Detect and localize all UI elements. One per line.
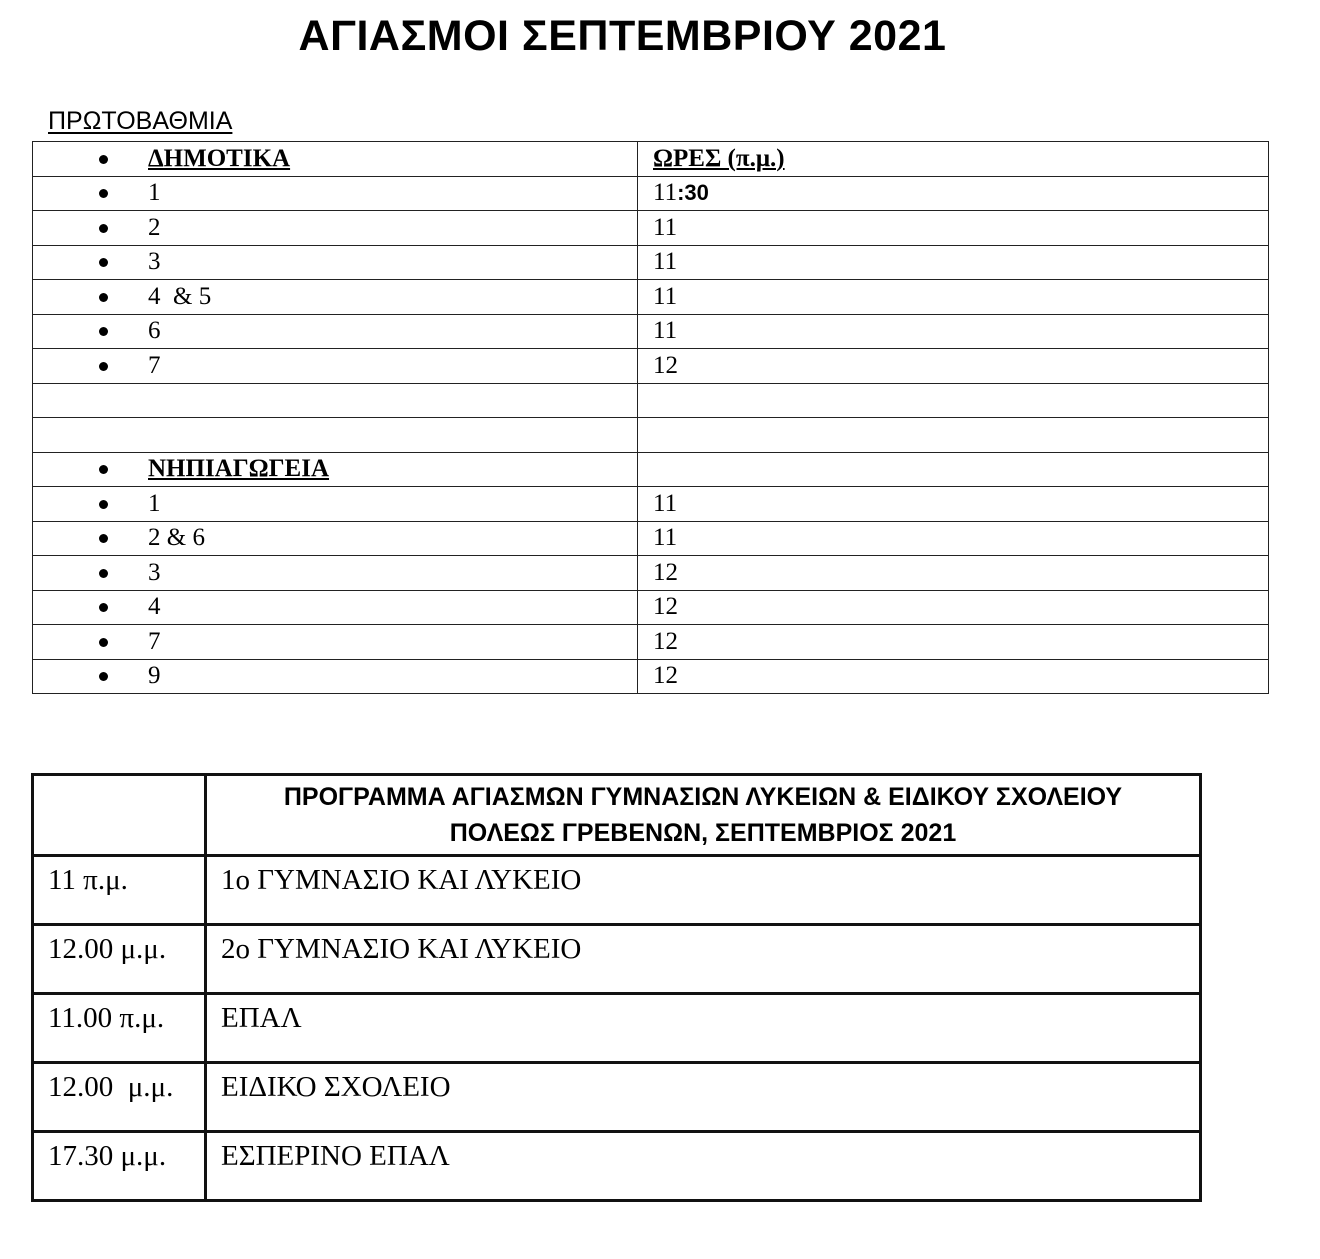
school-name: 1ο ΓΥΜΝΑΣΙΟ ΚΑΙ ΛΥΚΕΙΟ xyxy=(221,864,582,896)
bullet-icon xyxy=(99,500,108,509)
table-heading-line-1: ΠΡΟΓΡΑΜΜΑ ΑΓΙΑΣΜΩΝ ΓΥΜΝΑΣΙΩΝ ΛΥΚΕΙΩΝ & ΕΙΔΙΚΟΥ ΣΧΟΛΕΙΟΥ xyxy=(283,783,1123,811)
table-row xyxy=(33,176,1269,211)
school-number: 3 xyxy=(148,558,161,586)
school-number: 7 xyxy=(148,351,161,379)
school-number: 6 xyxy=(148,317,161,345)
time-value: 11 xyxy=(653,524,678,552)
bullet-icon xyxy=(99,465,108,474)
table-row xyxy=(33,418,1269,453)
table-row xyxy=(33,659,1269,694)
category-heading: ΝΗΠΙΑΓΩΓΕΙΑ xyxy=(148,455,330,483)
school-number: 2 & 6 xyxy=(148,524,205,552)
time-cell xyxy=(33,1132,206,1201)
school-number: 9 xyxy=(148,662,161,690)
table-row xyxy=(33,245,1269,280)
school-cell xyxy=(33,487,638,522)
table-row xyxy=(33,314,1269,349)
time-value: 11 xyxy=(653,489,678,517)
school-name: ΕΠΑΛ xyxy=(221,1002,302,1034)
time-cell xyxy=(638,625,1269,660)
hours-heading: ΩΡΕΣ (π.μ.) xyxy=(653,144,785,172)
time-cell xyxy=(638,418,1269,453)
time-cell xyxy=(638,349,1269,384)
table-row xyxy=(33,211,1269,246)
time-cell xyxy=(33,994,206,1063)
school-number: 3 xyxy=(148,248,161,276)
school-cell xyxy=(206,925,1201,994)
school-cell xyxy=(206,856,1201,925)
time-cell xyxy=(638,280,1269,315)
school-name: ΕΙΔΙΚΟ ΣΧΟΛΕΙΟ xyxy=(221,1071,451,1103)
table-row xyxy=(33,487,1269,522)
bullet-icon xyxy=(99,638,108,647)
time-value: 12 xyxy=(653,558,678,586)
school-cell xyxy=(33,590,638,625)
time-cell xyxy=(638,245,1269,280)
table-row xyxy=(33,556,1269,591)
time-cell xyxy=(638,659,1269,694)
time-cell xyxy=(638,521,1269,556)
time-value: 11 xyxy=(653,248,678,276)
time-value: 12.00 μ.μ. xyxy=(48,1071,174,1103)
secondary-schedule-table xyxy=(31,773,1202,1202)
table-heading xyxy=(206,775,1201,856)
table-row xyxy=(33,383,1269,418)
bullet-icon xyxy=(99,293,108,302)
bullet-icon xyxy=(99,224,108,233)
school-cell xyxy=(33,349,638,384)
school-cell xyxy=(33,383,638,418)
table-row xyxy=(33,280,1269,315)
time-cell xyxy=(638,556,1269,591)
time-value: 11 xyxy=(653,282,678,310)
time-cell xyxy=(638,314,1269,349)
table-row xyxy=(33,521,1269,556)
school-cell xyxy=(206,1063,1201,1132)
school-cell xyxy=(33,211,638,246)
bullet-icon xyxy=(99,258,108,267)
time-value: 12 xyxy=(653,351,678,379)
school-cell xyxy=(33,142,638,177)
time-cell xyxy=(638,590,1269,625)
bullet-icon xyxy=(99,189,108,198)
time-cell xyxy=(638,176,1269,211)
time-cell xyxy=(33,925,206,994)
time-value: 12 xyxy=(653,627,678,655)
time-cell xyxy=(638,487,1269,522)
table-row xyxy=(33,1063,1201,1132)
table-row xyxy=(33,994,1201,1063)
bullet-icon xyxy=(99,672,108,681)
page-title: ΑΓΙΑΣΜΟΙ ΣΕΠΤΕΜΒΡΙΟΥ 2021 xyxy=(298,12,947,60)
school-cell xyxy=(33,314,638,349)
time-value: 12.00 μ.μ. xyxy=(48,933,167,965)
time-suffix: :30 xyxy=(677,180,709,206)
time-value: 12 xyxy=(653,662,678,690)
bullet-icon xyxy=(99,603,108,612)
table-row xyxy=(33,925,1201,994)
table-row xyxy=(33,452,1269,487)
school-cell xyxy=(33,521,638,556)
school-number: 1 xyxy=(148,179,161,207)
school-cell xyxy=(33,418,638,453)
school-cell xyxy=(33,625,638,660)
school-cell xyxy=(33,280,638,315)
school-cell xyxy=(33,659,638,694)
table-row xyxy=(33,1132,1201,1201)
school-cell xyxy=(33,245,638,280)
school-name: ΕΣΠΕΡΙΝΟ ΕΠΑΛ xyxy=(221,1140,450,1172)
time-cell xyxy=(638,452,1269,487)
school-cell xyxy=(206,994,1201,1063)
time-value: 11 π.μ. xyxy=(48,864,128,896)
school-cell xyxy=(206,1132,1201,1201)
school-cell xyxy=(33,556,638,591)
school-number: 4 & 5 xyxy=(148,282,212,310)
school-number: 4 xyxy=(148,593,161,621)
time-value: 17.30 μ.μ. xyxy=(48,1140,167,1172)
time-value: 12 xyxy=(653,593,678,621)
category-heading: ΔΗΜΟΤΙΚΑ xyxy=(148,144,291,172)
table-row xyxy=(33,625,1269,660)
school-cell xyxy=(33,452,638,487)
time-value: 11 xyxy=(653,213,678,241)
primary-schedule-table xyxy=(32,141,1269,694)
table-row xyxy=(33,349,1269,384)
school-number: 7 xyxy=(148,627,161,655)
table-row xyxy=(33,142,1269,177)
bullet-icon xyxy=(99,155,108,164)
time-value: 11 xyxy=(653,317,678,345)
bullet-icon xyxy=(99,327,108,336)
school-name: 2ο ΓΥΜΝΑΣΙΟ ΚΑΙ ΛΥΚΕΙΟ xyxy=(221,933,582,965)
header-empty-cell xyxy=(33,775,206,856)
time-cell xyxy=(638,383,1269,418)
time-cell xyxy=(638,142,1269,177)
time-cell xyxy=(33,1063,206,1132)
table-row xyxy=(33,856,1201,925)
bullet-icon xyxy=(99,534,108,543)
bullet-icon xyxy=(99,362,108,371)
table-row xyxy=(33,590,1269,625)
school-cell xyxy=(33,176,638,211)
table-heading-line-2: ΠΟΛΕΩΣ ΓΡΕΒΕΝΩΝ, ΣΕΠΤΕΜΒΡΙΟΣ 2021 xyxy=(449,819,957,847)
school-number: 1 xyxy=(148,489,161,517)
time-cell xyxy=(33,856,206,925)
time-value: 11 xyxy=(653,179,678,207)
bullet-icon xyxy=(99,569,108,578)
section-label-primary: ΠΡΩΤΟΒΑΘΜΙΑ xyxy=(48,107,233,135)
time-cell xyxy=(638,211,1269,246)
table-header-row xyxy=(33,775,1201,856)
school-number: 2 xyxy=(148,213,161,241)
time-value: 11.00 π.μ. xyxy=(48,1002,165,1034)
